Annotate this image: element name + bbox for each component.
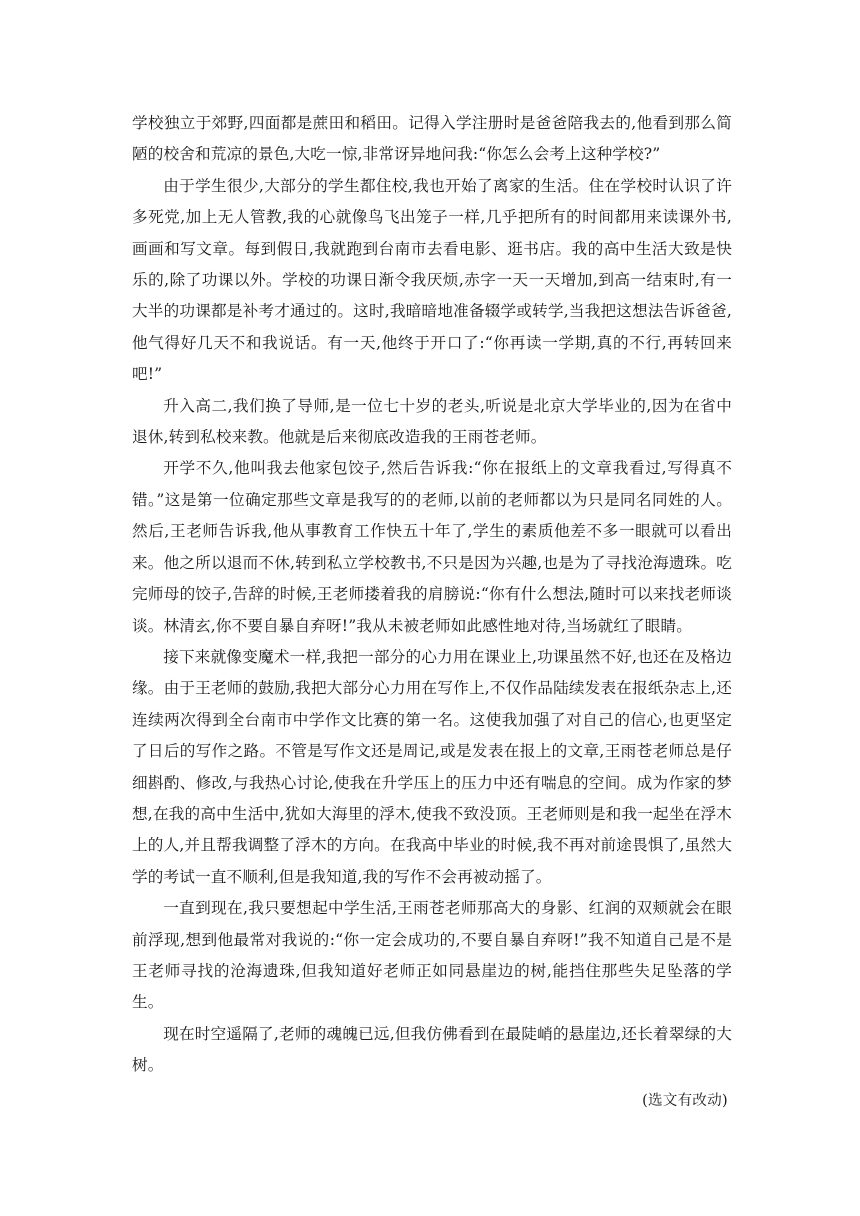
paragraph-5: 接下来就像变魔术一样,我把一部分的心力用在课业上,功课虽然不好,也还在及格边缘。由于王老师的鼓励,我把大部分心力用在写作上,不仅作品陆续发表在报纸杂志上,还连续两次得到全台南市中学作文比赛的第一名。这使我加强了对自己的信心,也更坚定了日后的写作之路。不管是写作文还是周记,或是发表在报上的文章,王雨苍老师总是仔细斟酌、修改,与我热心讨论,使我在升学压上的压力中还有喘息的空间。成为作家的梦想,在我的高中生活中,犹如大海里的浮木,使我不致没顶。王老师则是和我一起坐在浮木上的人,并且帮我调整了浮木的方向。在我高中毕业的时候,我不再对前途畏惧了,虽然大学的考试一直不顺利,但是我知道,我的写作不会再被动摇了。	[132, 647, 732, 886]
paragraph-7: 现在时空遥隔了,老师的魂魄已远,但我仿佛看到在最陡峭的悬崖边,还长着翠绿的大树。	[132, 1024, 732, 1075]
paragraph-6: 一直到现在,我只要想起中学生活,王雨苍老师那高大的身影、红润的双颊就会在眼前浮现,想到他最常对我说的:“你一定会成功的,不要自暴自弃呀!”我不知道自己是不是王老师寻找的沧海遗珠,但我知道好老师正如同悬崖边的树,能挡住那些失足坠落的学生。	[132, 899, 732, 1012]
source-note: (选文有改动)	[642, 1093, 728, 1109]
article-body	[132, 108, 732, 1082]
paragraph-1: 学校独立于郊野,四面都是蔗田和稻田。记得入学注册时是爸爸陪我去的,他看到那么简陋的校舍和荒凉的景色,大吃一惊,非常讶异地问我:“你怎么会考上这种学校?”	[132, 114, 732, 164]
paragraph-2: 由于学生很少,大部分的学生都住校,我也开始了离家的生活。住在学校时认识了许多死党,加上无人管教,我的心就像鸟飞出笼子一样,几乎把所有的时间都用来读课外书,画画和写文章。每到假日,我就跑到台南市去看电影、逛书店。我的高中生活大致是快乐的,除了功课以外。学校的功课日渐令我厌烦,赤字一天一天增加,到高一结束时,有一大半的功课都是补考才通过的。这时,我暗暗地准备辍学或转学,当我把这想法告诉爸爸,他气得好几天不和我说话。有一天,他终于开口了:“你再读一学期,真的不行,再转回来吧!”	[132, 176, 732, 384]
paragraph-4: 开学不久,他叫我去他家包饺子,然后告诉我:“你在报纸上的文章我看过,写得真不错。”这是第一位确定那些文章是我写的的老师,以前的老师都以为只是同名同姓的人。然后,王老师告诉我,他从事教育工作快五十年了,学生的素质他差不多一眼就可以看出来。他之所以退而不休,转到私立学校教书,不只是因为兴趣,也是为了寻找沧海遗珠。吃完师母的饺子,告辞的时候,王老师搂着我的肩膀说:“你有什么想法,随时可以来找老师谈谈。林清玄,你不要自暴自弃呀!”我从未被老师如此感性地对待,当场就红了眼睛。	[132, 459, 732, 635]
paragraph-3: 升入高二,我们换了导师,是一位七十岁的老头,听说是北京大学毕业的,因为在省中退休,转到私校来教。他就是后来彻底改造我的王雨苍老师。	[132, 396, 732, 447]
